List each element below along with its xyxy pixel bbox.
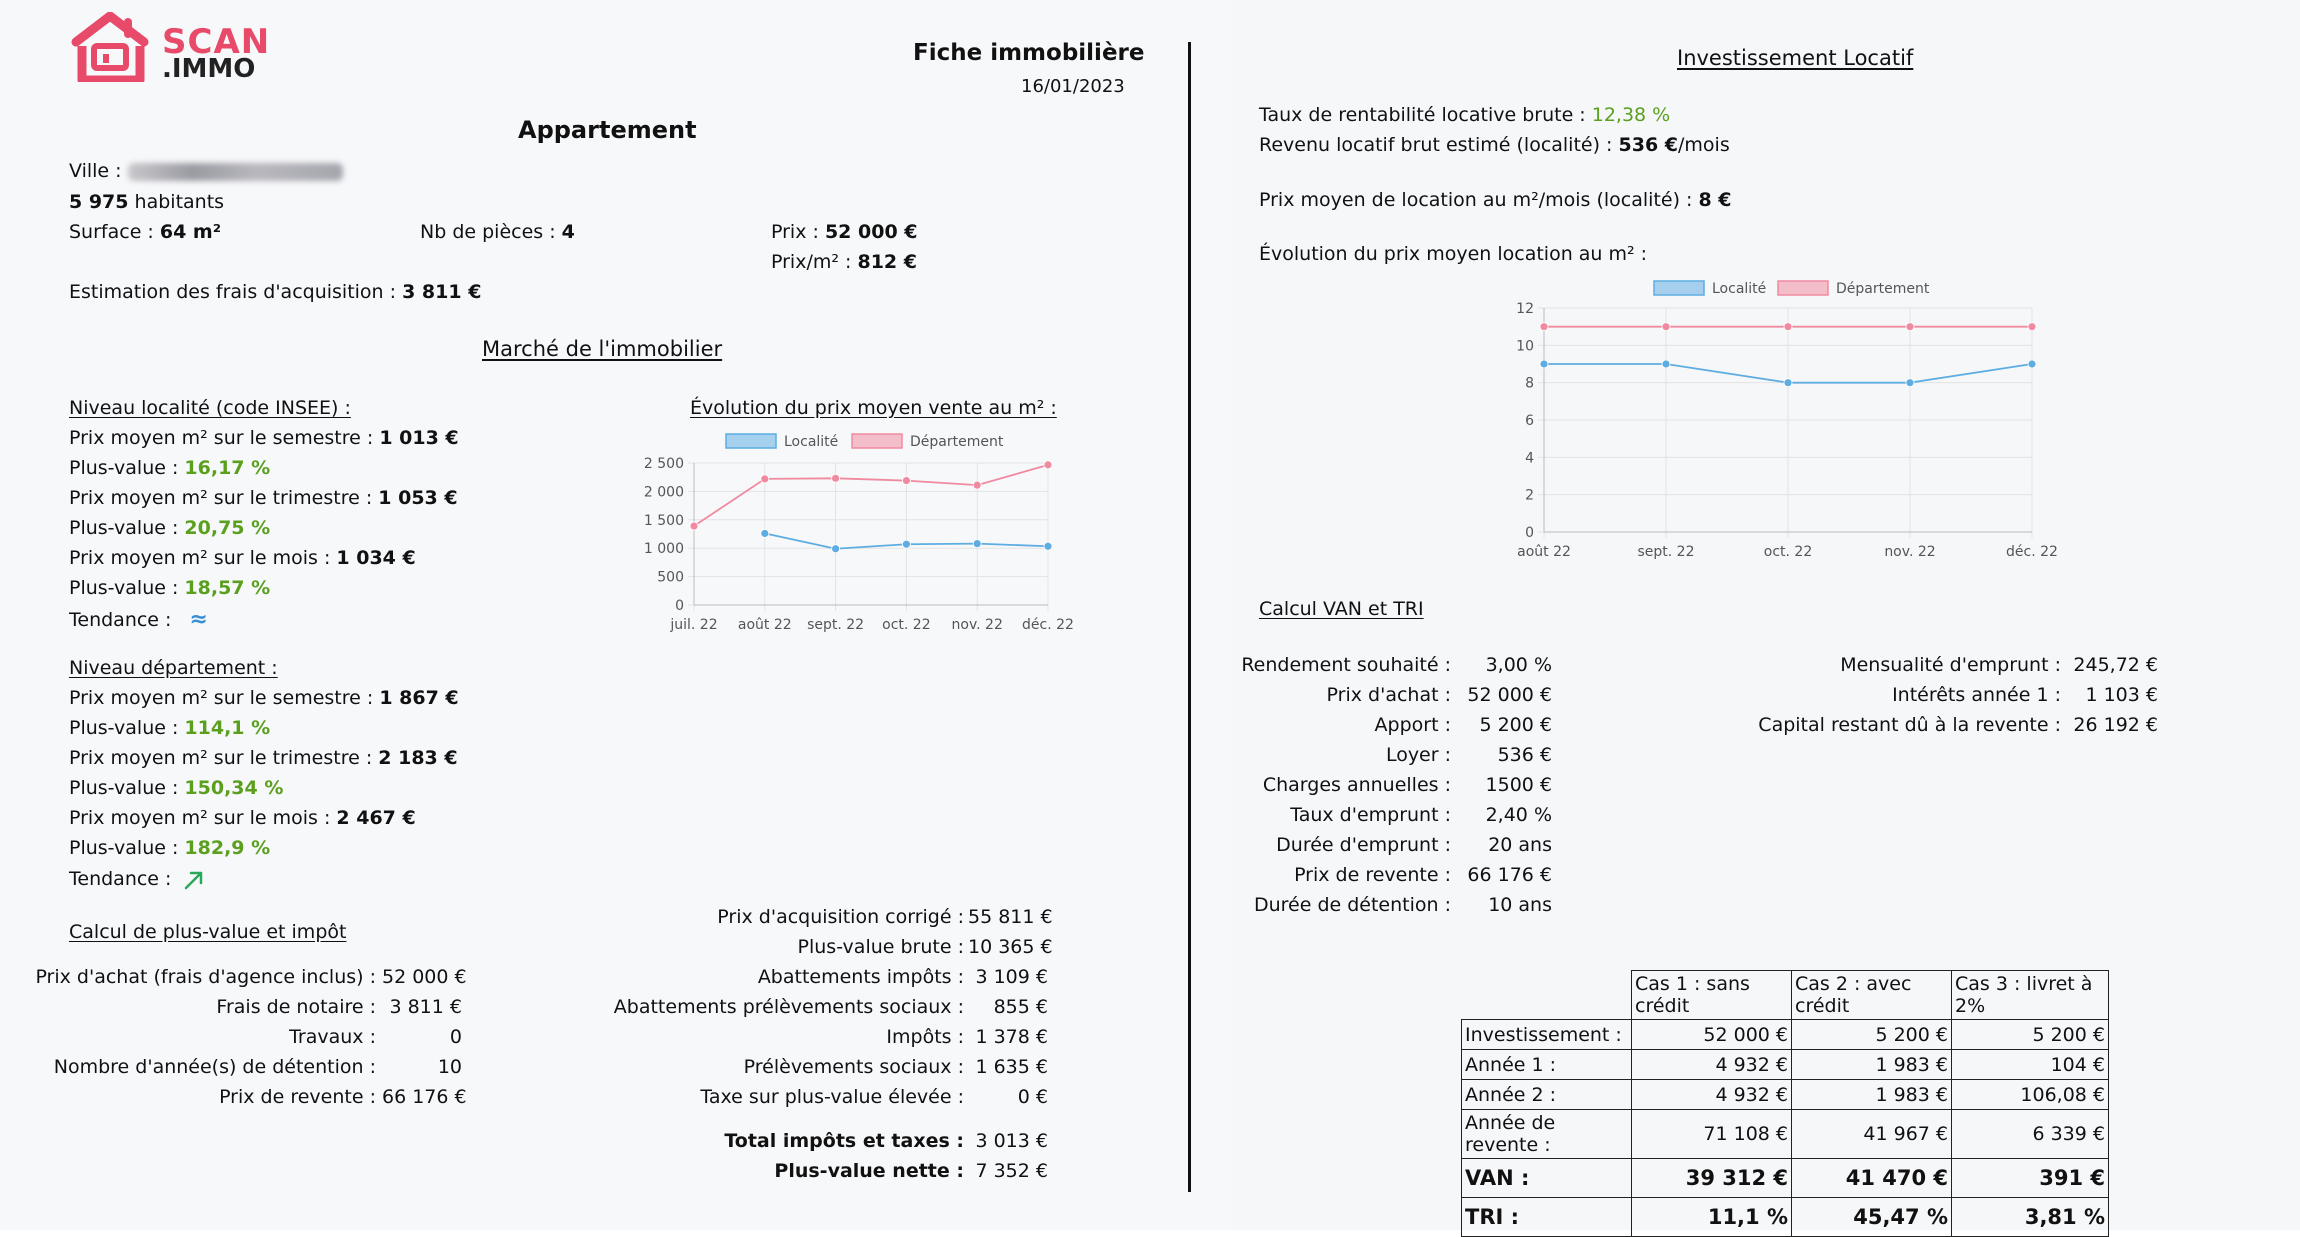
table-cell: 71 108 € (1632, 1110, 1792, 1159)
gross-yield-line (1259, 104, 1670, 126)
departement-stat-label: Prix moyen m² sur le semestre : (69, 687, 380, 709)
table-cell: 4 932 € (1632, 1050, 1792, 1080)
city-label: Ville : (69, 160, 122, 182)
table-cell: 41 967 € (1792, 1110, 1952, 1159)
table-cell: 1 983 € (1792, 1050, 1952, 1080)
data-point (1044, 461, 1052, 469)
table-header-cell: Cas 3 : livret à 2% (1952, 971, 2109, 1020)
kv-value: 536 € (1497, 744, 1552, 766)
population-value: 5 975 (69, 191, 129, 213)
data-point (1540, 360, 1548, 368)
kv-label: Nombre d'année(s) de détention : (53, 1056, 376, 1078)
departement-stat-row (69, 747, 458, 769)
city-name-redacted (128, 163, 343, 181)
table-row-label: Année 1 : (1462, 1050, 1632, 1080)
house-icon (70, 12, 154, 82)
kv-label: Durée d'emprunt : (1276, 834, 1451, 856)
table-cell: 3,81 % (1952, 1198, 2109, 1237)
data-point (2028, 360, 2036, 368)
localite-trend-label: Tendance : (69, 609, 172, 631)
x-tick-label: déc. 22 (1022, 617, 1074, 633)
departement-stat-value: 150,34 % (184, 777, 284, 799)
rent-per-m2-value: 8 € (1698, 189, 1732, 211)
y-tick-label: 2 (1525, 487, 1534, 504)
departement-stat-row (69, 777, 283, 799)
localite-stat-row (69, 487, 458, 509)
departement-stat-row (69, 717, 270, 739)
departement-stat-label: Plus-value : (69, 777, 185, 799)
y-tick-label: 6 (1525, 413, 1534, 429)
scan-immo-logo (70, 12, 270, 82)
rent-chart-title: Évolution du prix moyen location au m² : (1259, 243, 1648, 265)
kv-value: 52 000 € (1467, 684, 1552, 706)
acquisition-fees-value: 3 811 € (402, 281, 482, 303)
departement-stat-value: 2 467 € (336, 807, 416, 829)
table-cell: 11,1 % (1632, 1198, 1792, 1237)
table-row (1462, 1080, 2109, 1110)
localite-stat-value: 1 013 € (379, 427, 459, 449)
kv-label: Prix d'acquisition corrigé : (717, 906, 964, 928)
kv-label: Loyer : (1385, 744, 1451, 766)
gross-rent-value: 536 € (1618, 134, 1678, 156)
data-point (1044, 542, 1052, 550)
surface-line (69, 221, 221, 243)
y-tick-label: 2 500 (643, 456, 684, 472)
data-point (761, 475, 769, 483)
kv-label: Taxe sur plus-value élevée : (700, 1086, 964, 1108)
document-date: 16/01/2023 (1021, 76, 1125, 97)
population-label: habitants (128, 191, 225, 213)
price-line (771, 221, 918, 243)
city-line (69, 160, 343, 182)
data-point (690, 522, 698, 530)
kv-value: 3 109 € (975, 966, 1048, 988)
plusvalue-section-title: Calcul de plus-value et impôt (69, 921, 347, 943)
x-tick-label: nov. 22 (951, 617, 1003, 633)
kv-value: 3 013 € (975, 1130, 1048, 1152)
kv-label: Prélèvements sociaux : (743, 1056, 964, 1078)
rent-per-m2-label: Prix moyen de location au m²/mois (localité) : (1259, 189, 1699, 211)
table-cell: 5 200 € (1792, 1020, 1952, 1050)
kv-label: Prix d'achat : (1326, 684, 1451, 706)
table-cell: 45,47 % (1792, 1198, 1952, 1237)
rooms-value: 4 (561, 221, 575, 243)
departement-stat-row (69, 807, 416, 829)
acquisition-fees-line (69, 281, 481, 303)
approx-stable-icon: ≈ (189, 607, 208, 632)
kv-value: 20 ans (1488, 834, 1552, 856)
kv-label: Apport : (1374, 714, 1451, 736)
y-tick-label: 0 (675, 598, 684, 614)
table-row (1462, 1110, 2109, 1159)
localite-stat-label: Prix moyen m² sur le semestre : (69, 427, 380, 449)
van-tri-table (1461, 970, 2109, 1237)
departement-stat-label: Plus-value : (69, 717, 185, 739)
y-tick-label: 500 (657, 569, 684, 586)
table-row (1462, 1020, 2109, 1050)
sale-price-chart (620, 425, 1080, 645)
legend-swatch (726, 434, 776, 448)
gross-yield-value: 12,38 % (1591, 104, 1671, 126)
localite-stat-label: Prix moyen m² sur le mois : (69, 547, 337, 569)
table-row-label: VAN : (1462, 1159, 1632, 1198)
data-point (761, 529, 769, 537)
property-type: Appartement (518, 116, 697, 144)
kv-value: 3,00 % (1485, 654, 1552, 676)
rooms-line (420, 221, 575, 243)
brand-name-top: SCAN (162, 22, 271, 62)
kv-value: 245,72 € (2073, 654, 2158, 676)
departement-trend-label: Tendance : (69, 868, 172, 890)
table-row-label: Année de revente : (1462, 1110, 1632, 1159)
table-cell: 5 200 € (1952, 1020, 2109, 1050)
document-title: Fiche immobilière (913, 40, 1145, 66)
data-point (973, 481, 981, 489)
departement-stat-label: Plus-value : (69, 837, 185, 859)
kv-value: 7 352 € (975, 1160, 1048, 1182)
departement-stat-value: 2 183 € (378, 747, 458, 769)
table-row (1462, 1050, 2109, 1080)
x-tick-label: nov. 22 (1884, 544, 1936, 560)
kv-value: 855 € (993, 996, 1048, 1018)
kv-value: 1 635 € (975, 1056, 1048, 1078)
kv-value: 66 176 € (382, 1086, 467, 1108)
kv-label: Impôts : (886, 1026, 964, 1048)
x-tick-label: juil. 22 (670, 617, 718, 633)
localite-stat-value: 16,17 % (184, 457, 271, 479)
kv-value: 3 811 € (389, 996, 462, 1018)
gross-rent-suffix: /mois (1678, 134, 1730, 156)
price-label: Prix : (771, 221, 825, 243)
departement-stat-value: 182,9 % (184, 837, 271, 859)
kv-value: 26 192 € (2073, 714, 2158, 736)
localite-stat-value: 18,57 % (184, 577, 271, 599)
gross-rent-label: Revenu locatif brut estimé (localité) : (1259, 134, 1619, 156)
kv-value: 0 (449, 1026, 462, 1048)
van-tri-section-title: Calcul VAN et TRI (1259, 598, 1424, 620)
table-summary-row (1462, 1198, 2109, 1237)
series-line (694, 465, 1048, 526)
rent-price-chart (1490, 272, 2070, 572)
brand-name-bottom: .IMMO (162, 54, 256, 84)
page-divider (1188, 42, 1191, 1192)
table-cell: 391 € (1952, 1159, 2109, 1198)
table-cell: 52 000 € (1632, 1020, 1792, 1050)
data-point (1906, 379, 1914, 387)
rooms-label: Nb de pièces : (420, 221, 562, 243)
y-tick-label: 10 (1516, 338, 1534, 355)
table-summary-row (1462, 1159, 2109, 1198)
data-point (832, 474, 840, 482)
gross-rent-line (1259, 134, 1730, 156)
gross-yield-label: Taux de rentabilité locative brute : (1259, 104, 1592, 126)
departement-stat-row (69, 687, 459, 709)
kv-label: Total impôts et taxes : (724, 1130, 964, 1152)
x-tick-label: oct. 22 (1763, 544, 1813, 560)
y-tick-label: 4 (1525, 450, 1534, 467)
surface-value: 64 m² (159, 221, 222, 243)
localite-title: Niveau localité (code INSEE) : (69, 397, 351, 419)
kv-label: Mensualité d'emprunt : (1840, 654, 2061, 676)
y-tick-label: 12 (1516, 301, 1534, 317)
table-row-label: Année 2 : (1462, 1080, 1632, 1110)
data-point (973, 540, 981, 548)
kv-label: Prix d'achat (frais d'agence inclus) : (35, 966, 376, 988)
table-cell: 6 339 € (1952, 1110, 2109, 1159)
legend-label: Localité (1712, 281, 1767, 297)
legend-swatch (1778, 281, 1828, 295)
data-point (902, 540, 910, 548)
arrow-up-right-icon (183, 869, 205, 891)
population-line (69, 191, 224, 213)
y-tick-label: 1 500 (643, 512, 684, 529)
data-point (1662, 323, 1670, 331)
localite-trend (69, 607, 208, 632)
data-point (902, 477, 910, 485)
legend-swatch (852, 434, 902, 448)
localite-stat-label: Plus-value : (69, 457, 185, 479)
table-header-row (1462, 971, 2109, 1020)
kv-value: 10 (437, 1056, 462, 1078)
localite-stat-row (69, 427, 459, 449)
market-section-title: Marché de l'immobilier (482, 337, 723, 361)
localite-stat-label: Plus-value : (69, 517, 185, 539)
kv-value: 5 200 € (1479, 714, 1552, 736)
y-tick-label: 1 000 (643, 541, 684, 558)
investment-section-title: Investissement Locatif (1677, 46, 1914, 70)
kv-value: 52 000 € (382, 966, 467, 988)
localite-stat-row (69, 577, 270, 599)
table-cell: 106,08 € (1952, 1080, 2109, 1110)
kv-value: 55 811 € (968, 906, 1053, 928)
x-tick-label: août 22 (1517, 544, 1571, 560)
kv-value: 1 378 € (975, 1026, 1048, 1048)
legend-label: Département (1836, 281, 1930, 297)
kv-label: Abattements impôts : (757, 966, 964, 988)
localite-stat-row (69, 517, 270, 539)
data-point (1784, 379, 1792, 387)
departement-stat-label: Prix moyen m² sur le trimestre : (69, 747, 379, 769)
price-value: 52 000 € (824, 221, 918, 243)
sale-chart-title: Évolution du prix moyen vente au m² : (690, 397, 1057, 419)
kv-value: 1500 € (1485, 774, 1552, 796)
kv-label: Plus-value brute : (797, 936, 964, 958)
kv-value: 66 176 € (1467, 864, 1552, 886)
data-point (2028, 323, 2036, 331)
kv-label: Rendement souhaité : (1241, 654, 1451, 676)
localite-stat-value: 20,75 % (184, 517, 271, 539)
x-tick-label: déc. 22 (2006, 544, 2058, 560)
localite-stat-label: Prix moyen m² sur le trimestre : (69, 487, 379, 509)
acquisition-fees-label: Estimation des frais d'acquisition : (69, 281, 403, 303)
kv-value: 0 € (1017, 1086, 1048, 1108)
table-row-label: Investissement : (1462, 1020, 1632, 1050)
table-cell: 4 932 € (1632, 1080, 1792, 1110)
kv-label: Prix de revente : (219, 1086, 376, 1108)
kv-label: Charges annuelles : (1262, 774, 1451, 796)
table-cell: 39 312 € (1632, 1159, 1792, 1198)
kv-label: Capital restant dû à la revente : (1758, 714, 2061, 736)
table-corner (1462, 971, 1632, 1020)
kv-value: 1 103 € (2085, 684, 2158, 706)
departement-title: Niveau département : (69, 657, 278, 679)
surface-label: Surface : (69, 221, 160, 243)
departement-stat-value: 1 867 € (379, 687, 459, 709)
y-tick-label: 0 (1525, 525, 1534, 541)
table-cell: 41 470 € (1792, 1159, 1952, 1198)
kv-label: Frais de notaire : (216, 996, 376, 1018)
kv-value: 2,40 % (1485, 804, 1552, 826)
x-tick-label: sept. 22 (1637, 544, 1695, 560)
legend-label: Localité (784, 434, 839, 450)
kv-label: Abattements prélèvements sociaux : (613, 996, 964, 1018)
price-per-m2-line (771, 251, 917, 273)
table-cell: 1 983 € (1792, 1080, 1952, 1110)
data-point (1906, 323, 1914, 331)
departement-trend (69, 868, 205, 891)
table-cell: 104 € (1952, 1050, 2109, 1080)
kv-label: Intérêts année 1 : (1892, 684, 2061, 706)
localite-stat-value: 1 034 € (336, 547, 416, 569)
localite-stat-row (69, 547, 416, 569)
kv-label: Plus-value nette : (774, 1160, 964, 1182)
y-tick-label: 8 (1525, 375, 1534, 392)
x-tick-label: oct. 22 (882, 617, 931, 633)
table-row-label: TRI : (1462, 1198, 1632, 1237)
price-per-m2-label: Prix/m² : (771, 251, 858, 273)
departement-stat-row (69, 837, 270, 859)
data-point (1784, 323, 1792, 331)
localite-stat-value: 1 053 € (378, 487, 458, 509)
table-header-cell: Cas 1 : sans crédit (1632, 971, 1792, 1020)
kv-value: 10 ans (1488, 894, 1552, 916)
legend-label: Département (910, 434, 1004, 450)
departement-stat-value: 114,1 % (184, 717, 271, 739)
data-point (1662, 360, 1670, 368)
localite-stat-label: Plus-value : (69, 577, 185, 599)
y-tick-label: 2 000 (643, 484, 684, 501)
rent-per-m2-line (1259, 189, 1732, 211)
x-tick-label: sept. 22 (807, 617, 865, 633)
localite-stat-row (69, 457, 270, 479)
x-tick-label: août 22 (737, 617, 792, 633)
kv-label: Taux d'emprunt : (1290, 804, 1451, 826)
kv-label: Prix de revente : (1294, 864, 1451, 886)
kv-label: Travaux : (289, 1026, 376, 1048)
departement-stat-label: Prix moyen m² sur le mois : (69, 807, 337, 829)
kv-label: Durée de détention : (1253, 894, 1451, 916)
table-header-cell: Cas 2 : avec crédit (1792, 971, 1952, 1020)
price-per-m2-value: 812 € (857, 251, 917, 273)
data-point (832, 545, 840, 553)
data-point (1540, 323, 1548, 331)
kv-value: 10 365 € (968, 936, 1053, 958)
legend-swatch (1654, 281, 1704, 295)
